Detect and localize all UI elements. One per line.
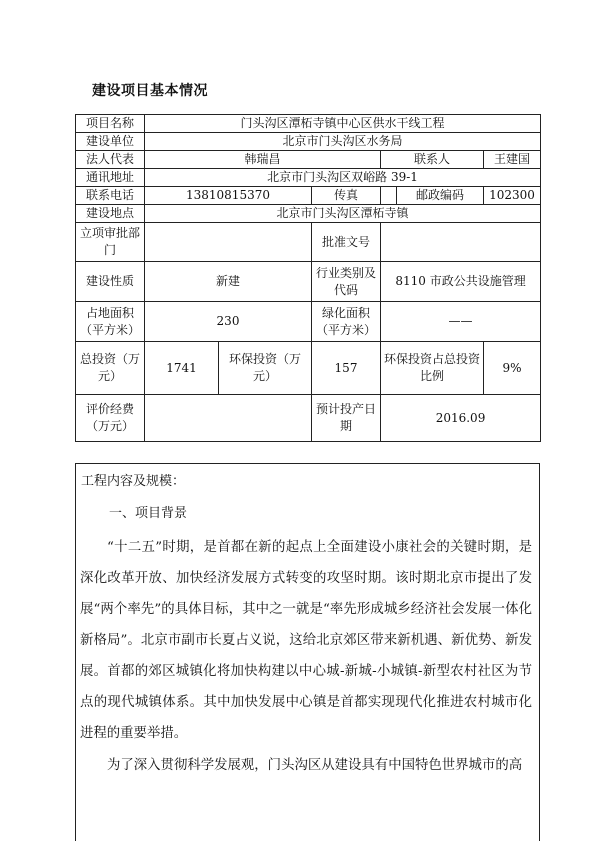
- nature-label: 建设性质: [76, 262, 145, 302]
- project-name-label: 项目名称: [76, 115, 145, 133]
- paragraph-background: “十二五”时期，是首都在新的起点上全面建设小康社会的关键时期，是深化改革开放、加快经济发展方式转变的攻坚时期。该时期北京市提出了发展“两个率先”的具体目标，其中之一就是“率先形成城乡经济社会发展一体化新格局”。北京市副市长夏占义说，这给北京郊区带来新机遇、新优势、新发展。首都的郊区城镇化将加快构建以中心城-新城-小城镇-新型农村社区为节点的现代城镇体系。其中加快发展中心镇是首都实现现代化推进农村城市化进程的重要举措。: [80, 540, 532, 741]
- green-value: ——: [381, 302, 541, 342]
- eval-fee-label: 评价经费（万元）: [76, 395, 145, 442]
- address-label: 通讯地址: [76, 169, 145, 187]
- page-title: 建设项目基本情况: [92, 83, 208, 99]
- builder-value: 北京市门头沟区水务局: [145, 133, 541, 151]
- fax-value: [381, 187, 397, 205]
- project-name-value: 门头沟区潭柘寺镇中心区供水干线工程: [145, 115, 541, 133]
- postcode-label: 邮政编码: [397, 187, 484, 205]
- location-value: 北京市门头沟区潭柘寺镇: [145, 205, 541, 223]
- postcode-value: 102300: [484, 187, 541, 205]
- env-ratio-value: 9%: [484, 342, 541, 395]
- contact-value: 王建国: [484, 151, 541, 169]
- address-value: 北京市门头沟区双峪路 39-1: [145, 169, 541, 187]
- eval-fee-value: [145, 395, 312, 442]
- industry-label: 行业类别及代码: [312, 262, 381, 302]
- location-label: 建设地点: [76, 205, 145, 223]
- prod-date-label: 预计投产日期: [312, 395, 381, 442]
- env-ratio-label: 环保投资占总投资比例: [381, 342, 484, 395]
- project-info-table: [75, 114, 541, 442]
- content-subheading: 一、项目背景: [109, 506, 188, 521]
- approval-dept-value: [145, 223, 312, 262]
- env-invest-label: 环保投资（万元）: [219, 342, 312, 395]
- phone-value: 13810815370: [145, 187, 312, 205]
- area-label: 占地面积（平方米）: [76, 302, 145, 342]
- area-value: 230: [145, 302, 312, 342]
- content-heading: 工程内容及规模：: [81, 474, 186, 489]
- invest-value: 1741: [145, 342, 219, 395]
- approval-no-label: 批准文号: [312, 223, 381, 262]
- approval-no-value: [381, 223, 541, 262]
- fax-label: 传真: [312, 187, 381, 205]
- legal-rep-value: 韩瑞昌: [145, 151, 381, 169]
- invest-label: 总投资（万元）: [76, 342, 145, 395]
- prod-date-value: 2016.09: [381, 395, 541, 442]
- nature-value: 新建: [145, 262, 312, 302]
- env-invest-value: 157: [312, 342, 381, 395]
- phone-label: 联系电话: [76, 187, 145, 205]
- builder-label: 建设单位: [76, 133, 145, 151]
- project-content-section: [75, 463, 540, 841]
- industry-value: 8110 市政公共设施管理: [381, 262, 541, 302]
- approval-dept-label: 立项审批部门: [76, 223, 145, 262]
- legal-rep-label: 法人代表: [76, 151, 145, 169]
- contact-label: 联系人: [381, 151, 484, 169]
- paragraph-continued: 为了深入贯彻科学发展观，门头沟区从建设具有中国特色世界城市的高: [107, 758, 523, 773]
- green-label: 绿化面积（平方米）: [312, 302, 381, 342]
